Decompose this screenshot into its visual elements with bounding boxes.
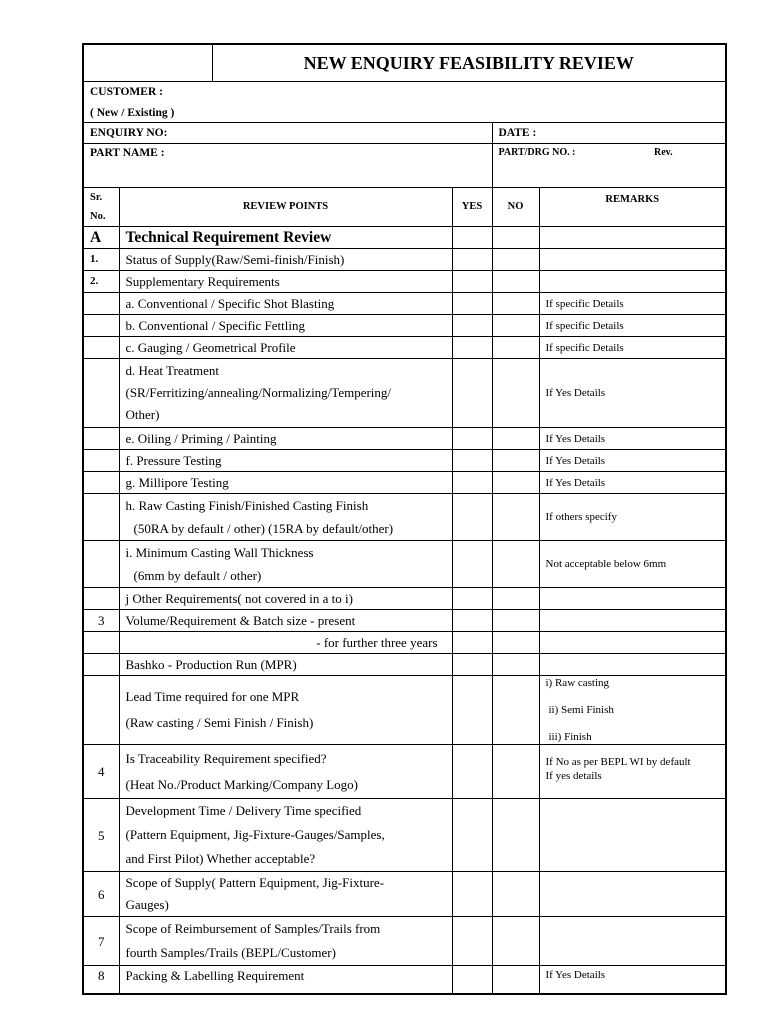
review-point: [119, 676, 452, 745]
remark-line: ii) Semi Finish: [548, 704, 614, 716]
yes-cell[interactable]: [452, 450, 492, 472]
review-point: [119, 494, 452, 541]
review-point-line: Is Traceability Requirement specified?: [125, 750, 327, 766]
remarks-cell[interactable]: If Yes Details: [539, 428, 726, 450]
review-point: Volume/Requirement & Batch size - present: [119, 610, 452, 632]
review-point-line: Gauges): [125, 897, 169, 912]
customer-field[interactable]: [83, 82, 726, 123]
rev-label: Rev.: [653, 147, 673, 158]
enquiry-no-label: ENQUIRY NO:: [90, 127, 168, 139]
no-cell[interactable]: [492, 450, 539, 472]
customer-type: ( New / Existing ): [90, 107, 175, 119]
table-row: [83, 227, 726, 249]
row-sr: [83, 541, 119, 588]
row-sr: [83, 337, 119, 359]
review-point-line: (Raw casting / Semi Finish / Finish): [125, 715, 314, 730]
row-sr: 7: [83, 917, 119, 966]
yes-cell[interactable]: [452, 359, 492, 428]
part-drg-field[interactable]: [492, 144, 726, 188]
row-sr: 3: [83, 610, 119, 632]
row-sr: [83, 450, 119, 472]
feasibility-review-form: [82, 43, 725, 995]
remark-line: If No as per BEPL WI by default: [545, 756, 691, 768]
no-cell[interactable]: [492, 872, 539, 917]
row-sr: 1.: [83, 249, 119, 271]
row-sr: 6: [83, 872, 119, 917]
yes-cell[interactable]: [452, 632, 492, 654]
table-row: [83, 337, 726, 359]
table-row: [83, 654, 726, 676]
remarks-cell[interactable]: If Yes Details: [539, 966, 726, 995]
no-cell[interactable]: [492, 799, 539, 872]
no-cell[interactable]: [492, 293, 539, 315]
review-point: Status of Supply(Raw/Semi-finish/Finish): [119, 249, 452, 271]
col-no: NO: [492, 188, 539, 227]
yes-cell[interactable]: [452, 872, 492, 917]
part-name-label: PART NAME :: [90, 147, 165, 159]
yes-cell[interactable]: [452, 227, 492, 249]
no-cell[interactable]: [492, 249, 539, 271]
review-point-line: Lead Time required for one MPR: [125, 689, 300, 704]
review-point: Supplementary Requirements: [119, 271, 452, 293]
remarks-cell[interactable]: If others specify: [539, 494, 726, 541]
review-point: [119, 917, 452, 966]
review-point-line: Other): [125, 407, 160, 422]
remarks-cell[interactable]: [539, 799, 726, 872]
date-field[interactable]: [492, 123, 726, 144]
yes-cell[interactable]: [452, 541, 492, 588]
review-point-line: d. Heat Treatment: [125, 363, 220, 378]
title-blank-cell: [83, 44, 212, 82]
row-sr: 2.: [83, 271, 119, 293]
table-row: [83, 966, 726, 995]
form-title: NEW ENQUIRY FEASIBILITY REVIEW: [212, 44, 726, 82]
part-drg-label: PART/DRG NO. :: [498, 147, 576, 158]
remarks-cell[interactable]: [539, 227, 726, 249]
review-point: [119, 872, 452, 917]
review-point-line: Scope of Reimbursement of Samples/Trails from: [125, 921, 381, 936]
review-point-line: (50RA by default / other) (15RA by default/other): [133, 521, 394, 536]
no-cell[interactable]: [492, 472, 539, 494]
yes-cell[interactable]: [452, 315, 492, 337]
table-row: [83, 745, 726, 799]
review-point: Packing & Labelling Requirement: [119, 966, 452, 995]
row-sr: [83, 428, 119, 450]
yes-cell[interactable]: [452, 610, 492, 632]
review-point-line: i. Minimum Casting Wall Thickness: [125, 545, 314, 560]
row-sr: 5: [83, 799, 119, 872]
review-point: c. Gauging / Geometrical Profile: [119, 337, 452, 359]
remarks-cell[interactable]: If specific Details: [539, 337, 726, 359]
review-point: [119, 799, 452, 872]
table-row: [83, 293, 726, 315]
table-row: [83, 610, 726, 632]
review-point: f. Pressure Testing: [119, 450, 452, 472]
yes-cell[interactable]: [452, 494, 492, 541]
review-point-line: Scope of Supply( Pattern Equipment, Jig-Fixture-: [125, 875, 385, 890]
table-row: [83, 676, 726, 745]
review-point: a. Conventional / Specific Shot Blasting: [119, 293, 452, 315]
review-table: [82, 43, 727, 995]
yes-cell[interactable]: [452, 917, 492, 966]
col-remarks: REMARKS: [539, 188, 726, 227]
row-sr: [83, 494, 119, 541]
remarks-cell[interactable]: [539, 872, 726, 917]
no-cell[interactable]: [492, 676, 539, 745]
yes-cell[interactable]: [452, 249, 492, 271]
no-cell[interactable]: [492, 745, 539, 799]
review-point-line: h. Raw Casting Finish/Finished Casting Finish: [125, 498, 369, 513]
no-cell[interactable]: [492, 494, 539, 541]
col-review-points: REVIEW POINTS: [119, 188, 452, 227]
review-point-line: fourth Samples/Trails (BEPL/Customer): [125, 945, 336, 960]
col-sr-line2: No.: [90, 211, 106, 222]
no-cell[interactable]: [492, 917, 539, 966]
remarks-cell[interactable]: If Yes Details: [539, 359, 726, 428]
table-row: [83, 872, 726, 917]
row-sr: [83, 676, 119, 745]
table-row: [83, 271, 726, 293]
table-row: [83, 588, 726, 610]
remarks-cell[interactable]: [539, 588, 726, 610]
section-title: Technical Requirement Review: [119, 227, 452, 249]
col-sr: [83, 188, 119, 227]
no-cell[interactable]: [492, 541, 539, 588]
remarks-cell[interactable]: [539, 249, 726, 271]
review-point: b. Conventional / Specific Fettling: [119, 315, 452, 337]
yes-cell[interactable]: [452, 428, 492, 450]
row-sr: [83, 293, 119, 315]
no-cell[interactable]: [492, 632, 539, 654]
table-row: [83, 632, 726, 654]
row-sr: [83, 315, 119, 337]
col-yes: YES: [452, 188, 492, 227]
table-row: [83, 917, 726, 966]
remarks-cell[interactable]: [539, 917, 726, 966]
enquiry-no-field[interactable]: [83, 123, 492, 144]
review-point: [119, 541, 452, 588]
remarks-cell[interactable]: [539, 632, 726, 654]
review-point: [119, 745, 452, 799]
no-cell[interactable]: [492, 428, 539, 450]
review-point: [119, 359, 452, 428]
review-point-line: (Pattern Equipment, Jig-Fixture-Gauges/Samples,: [125, 827, 385, 842]
table-row: [83, 249, 726, 271]
date-label: DATE :: [498, 127, 537, 139]
review-point-line: (6mm by default / other): [133, 568, 262, 583]
review-point: Bashko - Production Run (MPR): [119, 654, 452, 676]
review-point: j Other Requirements( not covered in a to i): [119, 588, 452, 610]
table-row: [83, 541, 726, 588]
remarks-cell[interactable]: If specific Details: [539, 293, 726, 315]
table-row: [83, 494, 726, 541]
yes-cell[interactable]: [452, 799, 492, 872]
yes-cell[interactable]: [452, 472, 492, 494]
yes-cell[interactable]: [452, 588, 492, 610]
row-sr: [83, 654, 119, 676]
review-point-line: and First Pilot) Whether acceptable?: [125, 851, 316, 866]
yes-cell[interactable]: [452, 337, 492, 359]
review-point: - for further three years: [119, 632, 452, 654]
row-sr: 4: [83, 745, 119, 799]
row-sr: [83, 359, 119, 428]
part-name-field[interactable]: [83, 144, 492, 188]
table-row: [83, 799, 726, 872]
no-cell[interactable]: [492, 315, 539, 337]
remark-line: i) Raw casting: [545, 677, 610, 689]
table-row: [83, 315, 726, 337]
yes-cell[interactable]: [452, 293, 492, 315]
yes-cell[interactable]: [452, 745, 492, 799]
remarks-cell[interactable]: If specific Details: [539, 315, 726, 337]
row-sr: 8: [83, 966, 119, 995]
remarks-cell[interactable]: [539, 654, 726, 676]
remark-line: If yes details: [545, 770, 602, 782]
yes-cell[interactable]: [452, 966, 492, 995]
col-sr-line1: Sr.: [90, 192, 103, 203]
table-row: [83, 359, 726, 428]
row-sr: [83, 588, 119, 610]
yes-cell[interactable]: [452, 271, 492, 293]
review-point-line: (Heat No./Product Marking/Company Logo): [125, 776, 359, 792]
no-cell[interactable]: [492, 654, 539, 676]
row-sr: [83, 472, 119, 494]
table-row: [83, 472, 726, 494]
review-point: e. Oiling / Priming / Painting: [119, 428, 452, 450]
no-cell[interactable]: [492, 337, 539, 359]
no-cell[interactable]: [492, 271, 539, 293]
remarks-cell[interactable]: [539, 610, 726, 632]
row-sr: [83, 632, 119, 654]
remark-line: iii) Finish: [548, 731, 592, 743]
remarks-cell[interactable]: If Yes Details: [539, 472, 726, 494]
no-cell[interactable]: [492, 359, 539, 428]
table-row: [83, 428, 726, 450]
remarks-cell[interactable]: [539, 676, 726, 745]
customer-label: CUSTOMER :: [90, 86, 163, 98]
no-cell[interactable]: [492, 227, 539, 249]
no-cell[interactable]: [492, 610, 539, 632]
remarks-cell[interactable]: [539, 745, 726, 799]
yes-cell[interactable]: [452, 654, 492, 676]
remarks-cell[interactable]: If Yes Details: [539, 450, 726, 472]
no-cell[interactable]: [492, 966, 539, 995]
remarks-cell[interactable]: [539, 271, 726, 293]
review-point-line: Development Time / Delivery Time specified: [125, 803, 362, 818]
review-point-line: (SR/Ferritizing/annealing/Normalizing/Tempering/: [125, 385, 392, 400]
section-sr: A: [83, 227, 119, 249]
remarks-cell[interactable]: Not acceptable below 6mm: [539, 541, 726, 588]
no-cell[interactable]: [492, 588, 539, 610]
yes-cell[interactable]: [452, 676, 492, 745]
table-row: [83, 450, 726, 472]
review-point: g. Millipore Testing: [119, 472, 452, 494]
